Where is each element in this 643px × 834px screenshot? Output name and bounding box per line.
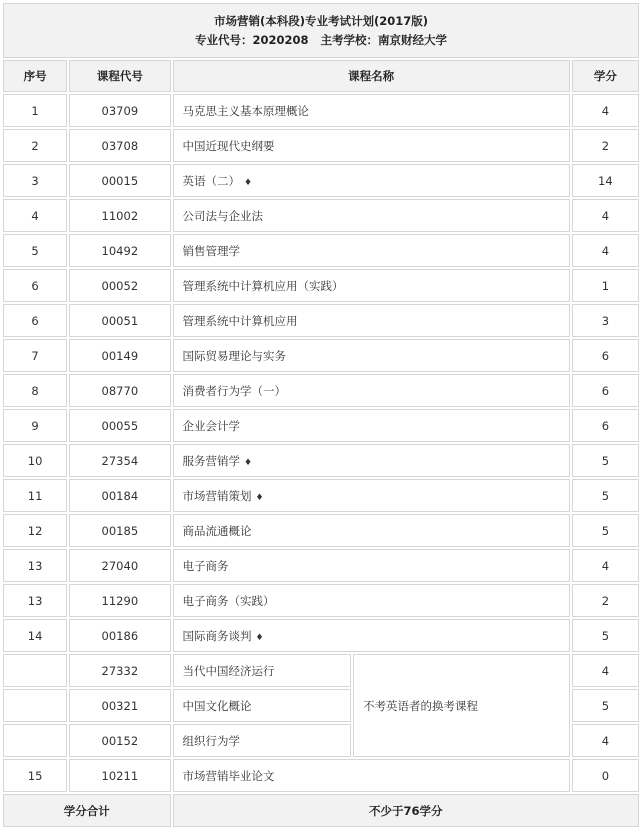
title-row <box>3 3 639 58</box>
course-name-cell <box>173 339 570 372</box>
course-credit: 5 <box>572 514 639 547</box>
course-code: 27354 <box>69 444 170 477</box>
table-row <box>3 374 639 407</box>
course-name: 中国文化概论 <box>173 689 352 722</box>
table-row <box>3 304 639 337</box>
header-seq: 序号 <box>3 60 67 92</box>
course-name-cell <box>173 584 570 617</box>
header-credit: 学分 <box>572 60 639 92</box>
course-name-cell <box>173 304 570 337</box>
course-seq: 5 <box>3 234 67 267</box>
course-credit: 4 <box>572 234 639 267</box>
course-credit: 4 <box>572 94 639 127</box>
course-credit: 4 <box>572 654 639 687</box>
course-name: 管理系统中计算机应用 <box>182 313 298 328</box>
course-code: 03709 <box>69 94 170 127</box>
exam-plan-table <box>1 1 641 829</box>
table-title <box>3 3 639 58</box>
course-seq <box>3 724 67 757</box>
exam-plan-document <box>1 1 641 829</box>
header-name: 课程名称 <box>173 60 570 92</box>
course-credit: 5 <box>572 444 639 477</box>
table-row <box>3 549 639 582</box>
course-name: 中国近现代史纲要 <box>182 138 275 153</box>
table-row <box>3 234 639 267</box>
table-row <box>3 129 639 162</box>
table-row <box>3 584 639 617</box>
course-name: 电子商务 <box>182 558 229 573</box>
table-row <box>3 444 639 477</box>
table-row <box>3 164 639 197</box>
course-code: 08770 <box>69 374 170 407</box>
course-seq: 6 <box>3 304 67 337</box>
course-seq: 12 <box>3 514 67 547</box>
course-credit: 2 <box>572 584 639 617</box>
title-line-1: 市场营销(本科段)专业考试计划(2017版) <box>213 13 429 28</box>
table-row <box>3 479 639 512</box>
course-name-cell <box>173 549 570 582</box>
course-seq: 13 <box>3 549 67 582</box>
course-name: 国际商务谈判 <box>182 628 252 643</box>
course-seq: 15 <box>3 759 67 792</box>
course-seq: 10 <box>3 444 67 477</box>
course-name-cell <box>173 234 570 267</box>
table-row <box>3 759 639 792</box>
course-name: 市场营销毕业论文 <box>173 759 570 792</box>
course-name-cell <box>173 479 570 512</box>
course-credit: 4 <box>572 199 639 232</box>
course-name: 英语（二） <box>182 173 240 188</box>
course-name: 马克思主义基本原理概论 <box>182 103 309 118</box>
course-name-cell <box>173 129 570 162</box>
course-name-cell <box>173 619 570 652</box>
total-row <box>3 794 639 827</box>
course-seq: 8 <box>3 374 67 407</box>
course-credit: 3 <box>572 304 639 337</box>
course-name-cell <box>173 164 570 197</box>
course-name-cell <box>173 444 570 477</box>
course-name-cell <box>173 94 570 127</box>
course-name-cell <box>173 514 570 547</box>
course-name: 消费者行为学（一） <box>182 383 286 398</box>
course-credit: 2 <box>572 129 639 162</box>
course-credit: 0 <box>572 759 639 792</box>
course-credit: 6 <box>572 409 639 442</box>
course-name: 组织行为学 <box>173 724 352 757</box>
course-code: 00015 <box>69 164 170 197</box>
course-seq: 3 <box>3 164 67 197</box>
course-name: 国际贸易理论与实务 <box>182 348 286 363</box>
table-row <box>3 619 639 652</box>
diamond-icon: ♦ <box>255 492 264 503</box>
course-seq: 7 <box>3 339 67 372</box>
course-code: 00149 <box>69 339 170 372</box>
course-credit: 5 <box>572 479 639 512</box>
course-seq <box>3 689 67 722</box>
course-code: 10492 <box>69 234 170 267</box>
course-code: 00052 <box>69 269 170 302</box>
course-code: 00321 <box>69 689 170 722</box>
table-row <box>3 514 639 547</box>
alt-course-row <box>3 654 639 687</box>
diamond-icon: ♦ <box>255 632 264 643</box>
course-credit: 6 <box>572 374 639 407</box>
table-row <box>3 269 639 302</box>
course-seq: 9 <box>3 409 67 442</box>
course-code: 27040 <box>69 549 170 582</box>
course-code: 11290 <box>69 584 170 617</box>
course-credit: 6 <box>572 339 639 372</box>
table-row <box>3 94 639 127</box>
table-row <box>3 339 639 372</box>
course-code: 03708 <box>69 129 170 162</box>
course-name-cell <box>173 199 570 232</box>
title-line-2: 专业代号：2020208 主考学校：南京财经大学 <box>194 32 448 47</box>
course-name-cell <box>173 374 570 407</box>
course-code: 27332 <box>69 654 170 687</box>
header-row <box>3 60 639 92</box>
course-seq: 1 <box>3 94 67 127</box>
course-code: 00051 <box>69 304 170 337</box>
diamond-icon: ♦ <box>244 457 253 468</box>
course-seq: 2 <box>3 129 67 162</box>
course-credit: 4 <box>572 724 639 757</box>
alt-course-note: 不考英语者的换考课程 <box>353 654 570 757</box>
course-name-cell <box>173 409 570 442</box>
course-code: 10211 <box>69 759 170 792</box>
course-code: 00152 <box>69 724 170 757</box>
course-credit: 4 <box>572 549 639 582</box>
header-code: 课程代号 <box>69 60 170 92</box>
course-code: 00186 <box>69 619 170 652</box>
course-name: 市场营销策划 <box>182 488 252 503</box>
course-seq <box>3 654 67 687</box>
course-code: 00184 <box>69 479 170 512</box>
course-seq: 11 <box>3 479 67 512</box>
course-code: 11002 <box>69 199 170 232</box>
course-credit: 5 <box>572 619 639 652</box>
course-name: 商品流通概论 <box>182 523 252 538</box>
course-code: 00185 <box>69 514 170 547</box>
course-seq: 4 <box>3 199 67 232</box>
table-row <box>3 409 639 442</box>
course-seq: 14 <box>3 619 67 652</box>
course-name-cell <box>173 269 570 302</box>
course-credit: 5 <box>572 689 639 722</box>
table-row <box>3 199 639 232</box>
total-value: 不少于76学分 <box>173 794 640 827</box>
course-credit: 1 <box>572 269 639 302</box>
course-name: 服务营销学 <box>182 453 240 468</box>
course-name: 企业会计学 <box>182 418 240 433</box>
course-code: 00055 <box>69 409 170 442</box>
course-name: 公司法与企业法 <box>182 208 263 223</box>
course-name: 管理系统中计算机应用（实践） <box>182 278 344 293</box>
course-name: 电子商务（实践） <box>182 593 275 608</box>
course-credit: 14 <box>572 164 639 197</box>
diamond-icon: ♦ <box>244 177 253 188</box>
total-label: 学分合计 <box>3 794 171 827</box>
course-seq: 6 <box>3 269 67 302</box>
course-seq: 13 <box>3 584 67 617</box>
course-name: 当代中国经济运行 <box>173 654 352 687</box>
course-name: 销售管理学 <box>182 243 240 258</box>
